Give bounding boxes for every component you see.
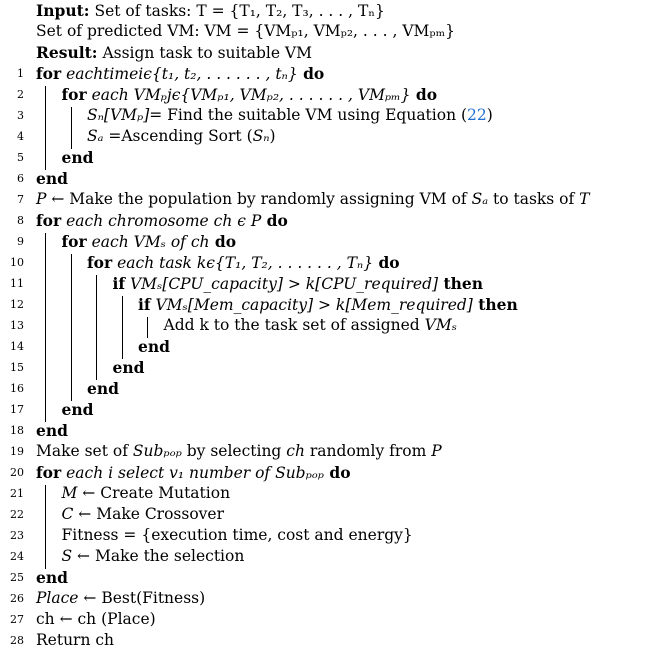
- line-code: [113, 357, 145, 379]
- algorithm-line: [0, 210, 654, 231]
- keyword: end: [36, 421, 68, 440]
- line-number: 19: [10, 445, 24, 458]
- math-text: Sₙ: [252, 127, 270, 145]
- line-code: [62, 84, 438, 106]
- algorithm-line: [0, 357, 654, 378]
- block-bar: [45, 86, 46, 170]
- line-text: ← Make the selection: [72, 547, 245, 565]
- algorithm-line: [0, 441, 654, 462]
- line-code: [62, 504, 225, 525]
- line-code: [62, 546, 245, 567]
- line-code: [36, 63, 324, 85]
- line-number: 26: [10, 592, 24, 605]
- algorithm-line: [0, 420, 654, 441]
- line-number: 22: [10, 508, 24, 521]
- math-text: VMₛ[CPU_capacity]: [125, 275, 288, 293]
- block-bar: [45, 233, 46, 422]
- block-bar: [71, 254, 72, 401]
- line-text: Make set of: [36, 442, 133, 460]
- line-code: [36, 567, 68, 589]
- line-text: ← Create Mutation: [77, 484, 231, 502]
- algorithm-line: [0, 567, 654, 588]
- line-code: [62, 525, 413, 546]
- line-number: 28: [10, 634, 24, 647]
- math-text: Sₐ: [471, 190, 489, 208]
- keyword: for: [36, 211, 62, 230]
- algorithm-line: [0, 504, 654, 525]
- line-text: ch ← ch (Place): [36, 610, 156, 628]
- keyword: do: [261, 211, 288, 230]
- math-text: Sₙ[VMₚ]: [87, 106, 150, 124]
- line-code: [87, 378, 119, 400]
- keyword: end: [112, 358, 145, 377]
- keyword: if: [112, 274, 126, 293]
- math-text: VMₛ[Mem_capacity]: [150, 296, 318, 314]
- algorithm-line: [0, 462, 654, 483]
- algorithm-line: [0, 84, 654, 105]
- line-number: 4: [17, 130, 24, 143]
- line-code: [36, 630, 114, 651]
- math-text: VMₛ: [424, 316, 457, 334]
- line-number: 2: [17, 88, 24, 101]
- line-code: [87, 252, 400, 274]
- line-text: ← Make Crossover: [73, 505, 225, 523]
- result-text: Assign task to suitable VM: [102, 44, 312, 62]
- block-bar: [71, 107, 72, 149]
- math-text: k[CPU_required]: [300, 275, 439, 293]
- line-code: [62, 231, 237, 253]
- keyword: for: [61, 85, 87, 104]
- line-number: 17: [10, 403, 24, 416]
- algorithm-line: [0, 315, 654, 336]
- math-text: k[Mem_required]: [331, 296, 473, 314]
- keyword: end: [138, 337, 170, 356]
- line-number: 16: [10, 382, 24, 395]
- line-code: [36, 210, 288, 232]
- line-number: 11: [10, 277, 24, 290]
- keyword: do: [373, 253, 400, 272]
- algorithm-line: [0, 252, 654, 273]
- math-text: S: [61, 547, 73, 565]
- math-text: Subₚₒₚ: [132, 442, 182, 460]
- block-bar: [122, 296, 123, 359]
- line-text: ): [269, 127, 276, 145]
- keyword: do: [209, 232, 237, 251]
- line-code: [138, 336, 170, 358]
- line-number: 15: [10, 361, 24, 374]
- algorithm-line: [0, 525, 654, 546]
- keyword: end: [61, 148, 94, 167]
- line-code: [36, 189, 590, 210]
- math-text: P: [36, 190, 47, 208]
- line-code: [62, 399, 94, 421]
- line-text: >: [287, 275, 301, 293]
- line-number: 6: [17, 172, 24, 185]
- math-text: each chromosome ch ϵ P: [61, 212, 262, 230]
- keyword: end: [36, 568, 68, 587]
- input-text-2: Set of predicted VM: VM = {VMₚ₁, VMₚ₂, . . . , VMₚₘ}: [36, 22, 455, 40]
- algorithm-line: [0, 147, 654, 168]
- line-number: 24: [10, 550, 24, 563]
- line-text: ← Make the population by randomly assigning VM of: [46, 190, 472, 208]
- line-text: Add k to the task set of assigned: [163, 316, 425, 334]
- algorithm-line: [0, 630, 654, 651]
- keyword: end: [36, 169, 68, 188]
- algorithm-line: [0, 336, 654, 357]
- line-code: [62, 483, 231, 504]
- algorithm-line: [0, 189, 654, 210]
- line-number: 14: [10, 340, 24, 353]
- keyword: end: [87, 379, 119, 398]
- keyword: do: [297, 64, 325, 83]
- algorithm-line: [0, 168, 654, 189]
- algorithm-line: [0, 273, 654, 294]
- algorithm-line: [0, 546, 654, 567]
- math-text: M: [61, 484, 78, 502]
- line-code: [36, 609, 156, 630]
- math-text: ch: [286, 442, 305, 460]
- line-code: [36, 441, 442, 462]
- math-text: each task kϵ{T₁, T₂, . . . . . . , Tₙ}: [112, 254, 374, 272]
- line-text: randomly from: [304, 442, 432, 460]
- line-number: 27: [10, 613, 24, 626]
- line-number: 25: [10, 571, 24, 584]
- algorithm-line: [0, 399, 654, 420]
- block-bar: [45, 485, 46, 569]
- block-bar: [96, 275, 97, 380]
- algorithm-line: [0, 231, 654, 252]
- line-number: 5: [17, 151, 24, 164]
- keyword: for: [61, 232, 87, 251]
- line-code: [164, 315, 457, 336]
- line-text: ← Best(Fitness): [78, 589, 206, 607]
- input-text: Set of tasks: T = {T₁, T₂, T₃, . . . , Tₙ}: [94, 2, 385, 20]
- line-text: Return ch: [36, 631, 115, 649]
- equation-ref-link[interactable]: 22: [467, 106, 487, 124]
- line-number: 10: [10, 256, 24, 269]
- input-line-2: [0, 21, 654, 42]
- line-code: [36, 168, 68, 190]
- line-text: ): [486, 106, 493, 124]
- math-text: Sₐ: [87, 127, 104, 145]
- line-number: 23: [10, 529, 24, 542]
- math-text: C: [61, 505, 74, 523]
- math-text: Place: [36, 589, 79, 607]
- line-number: 18: [10, 424, 24, 437]
- keyword: for: [87, 253, 113, 272]
- math-text: eachtimeiϵ{t₁, t₂, . . . . . . , tₙ}: [61, 65, 298, 83]
- line-code: [36, 462, 351, 484]
- keyword: do: [410, 85, 438, 104]
- keyword: if: [138, 295, 151, 314]
- algorithm-line: [0, 588, 654, 609]
- math-text: each VMₚjϵ{VMₚ₁, VMₚ₂, . . . . . . , VMₚₘ}: [86, 86, 411, 104]
- math-text: T: [579, 190, 590, 208]
- input-line: [0, 0, 654, 21]
- keyword: then: [438, 274, 484, 293]
- result-line: [0, 42, 654, 63]
- line-number: 13: [10, 319, 24, 332]
- keyword: end: [61, 400, 94, 419]
- line-text: by selecting: [181, 442, 287, 460]
- algorithm-line: [0, 294, 654, 315]
- line-code: [87, 126, 276, 147]
- keyword: for: [36, 463, 62, 482]
- input-label: Input:: [36, 1, 90, 20]
- line-text: = Find the suitable VM using Equation (: [149, 106, 468, 124]
- algorithm-line: [0, 105, 654, 126]
- line-code: [62, 147, 94, 169]
- line-code: [36, 420, 68, 442]
- algorithm-line: [0, 126, 654, 147]
- line-number: 7: [17, 193, 24, 206]
- algorithm-line: [0, 378, 654, 399]
- line-number: 1: [17, 67, 24, 80]
- math-text: P: [431, 442, 442, 460]
- line-number: 12: [10, 298, 24, 311]
- line-number: 21: [10, 487, 24, 500]
- line-number: 9: [17, 235, 24, 248]
- line-code: [36, 588, 205, 609]
- line-code: [138, 294, 518, 316]
- math-text: each VMₛ of ch: [86, 233, 210, 251]
- keyword: then: [472, 295, 518, 314]
- line-text: to tasks of: [488, 190, 580, 208]
- line-text: >: [318, 296, 331, 314]
- line-text: =Ascending Sort (: [103, 127, 253, 145]
- keyword: for: [36, 64, 62, 83]
- block-bar: [147, 317, 148, 338]
- keyword: do: [323, 463, 351, 482]
- algorithm-line: [0, 609, 654, 630]
- line-number: 20: [10, 466, 24, 479]
- line-code: [113, 273, 484, 295]
- line-code: [87, 105, 493, 126]
- line-text: Fitness = {execution time, cost and energy}: [61, 526, 413, 544]
- algorithm-line: [0, 483, 654, 504]
- line-number: 8: [17, 214, 24, 227]
- algorithm-line: [0, 63, 654, 84]
- line-number: 3: [17, 109, 24, 122]
- result-label: Result:: [36, 43, 98, 62]
- math-text: each i select v₁ number of Subₚₒₚ: [61, 464, 324, 482]
